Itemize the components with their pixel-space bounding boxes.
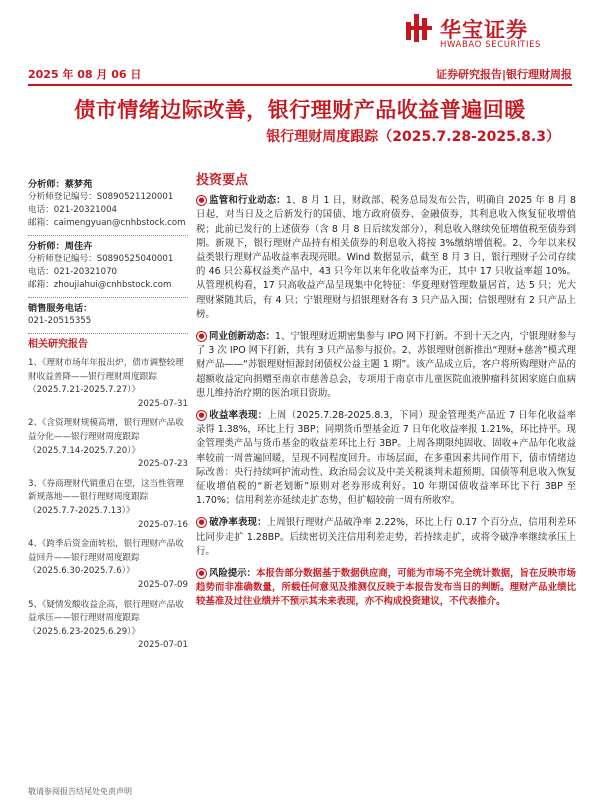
related-reports-title: 相关研究报告 xyxy=(28,339,88,350)
related-report-text: 1、《理财市场年年报出炉，债市调整较理财收益普降——银行理财周度跟踪（2025.7.21-2025.7.27）》 xyxy=(28,358,184,396)
report-subtitle: 银行理财周度跟踪（2025.7.28-2025.8.3） xyxy=(266,129,560,145)
analyst-block xyxy=(28,178,188,230)
bullet-icon: ● xyxy=(196,568,207,579)
analyst-cert: 分析师登记编号：S0890525040001 xyxy=(28,254,174,264)
related-report-item[interactable] xyxy=(28,599,188,653)
analyst-block xyxy=(28,240,188,292)
key-point-paragraph xyxy=(196,194,576,322)
section-heading: 投资要点 xyxy=(196,173,249,188)
paragraph-text: 1、8 月 1 日，财政部、税务总局发布公告，明确自 2025 年 8 月 8 日起，对当日及之后新发行的国债、地方政府债券、金融债券，其利息收入恢复征收增值税；此前已发行的上述债券（含 8 月 8 日后续发部分），利息收入继续免征增值税至债券到期。新规下，银行理财产品持有相关债券的利息收入将按 3%缴纳增值税。2、今年以来权益类银行理财产品收益率表现亮眼。Wind 数据显示，截至 8 月 3 日，银行理财子公司存续的 46 只公募权益类产品中，43 只今年以来年化收益率为正，其中 17 只收益率超 10%。从管理机构看，17 只高收益产品呈现集中化特征：华夏理财管理数量居首，达 5 只；光大理财紧随其后，有 4 只；宁银理财与招银理财各有 3 只产品入围；信银理财有 2 只产品上榜。 xyxy=(196,195,576,320)
analyst-name: 分析师：蔡梦苑 xyxy=(28,179,93,190)
related-report-date: 2025-07-01 xyxy=(138,640,188,651)
logo-mark-icon xyxy=(404,12,434,44)
paragraph-text: 上周（2025.7.28-2025.8.3，下同）现金管理类产品近 7 日年化收益率录得 1.38%，环比上行 3BP；同期货币型基金近 7 日年化收益率报 1.21%，环比持平。现金管理类产品与货币基金的收益差环比上行 3BP。上周各期限纯固收、固收+产品年化收益率较前一周普遍回暖，呈现不同程度回升。市场层面，在多重因素共同作用下，债市情绪边际改善：央行持续呵护流动性、政治局会议及中美关税谈判未超预期、国债等利息收入恢复征收增值税的“新老划断”原则对老券形成利好。10 年期国债收益率环比下行 3BP 至 1.70%；信用利差亦延续走扩态势，但扩幅较前一周有所收窄。 xyxy=(196,410,576,507)
header-divider xyxy=(28,84,572,86)
related-report-text: 5、《疑情发酸收益企高，银行理财产品收益承压——银行理财周度跟踪（2025.6.23-2025.6.29）》 xyxy=(28,599,184,637)
sidebar xyxy=(28,178,188,653)
bullet-icon: ● xyxy=(196,331,207,342)
analyst-phone: 电话：021-20321070 xyxy=(28,267,118,277)
analyst-email[interactable]: 邮箱：caimengyuan@cnhbstock.com xyxy=(28,218,186,228)
bullet-icon: ● xyxy=(196,517,207,528)
divider xyxy=(28,333,188,334)
related-report-item[interactable] xyxy=(28,357,188,411)
key-point-paragraph xyxy=(196,409,576,508)
report-date: 2025 年 08 月 06 日 xyxy=(28,68,142,81)
related-report-text: 2、《含资理财规模高增，银行理财产品收益分化——银行理财周度跟踪（2025.7.14-2025.7.20）》 xyxy=(28,418,184,456)
risk-text: 本报告部分数据基于数据供应商，可能为市场不完全统计数据，旨在反映市场趋势而非准确数量，所载任何意见及推测仅反映于本报告发布当日的判断。理财产品业绩比较基准及过往业绩并不预示其未来表现，亦不构成投资建议，不代表推介。 xyxy=(196,568,576,608)
related-report-date: 2025-07-23 xyxy=(138,459,188,470)
sales-phone: 021-20515355 xyxy=(28,316,92,326)
paragraph-label: 同业创新动态： xyxy=(209,331,275,343)
related-report-text: 3、《券商理财代销重启在望，这当性管理新规落地——银行理财周度跟踪（2025.7.7-2025.7.13）》 xyxy=(28,478,184,516)
paragraph-label: 监管和行业动态： xyxy=(209,195,286,207)
report-category: 证券研究报告|银行理财周报 xyxy=(435,68,572,81)
related-report-date: 2025-07-09 xyxy=(138,579,188,590)
related-report-date: 2025-07-16 xyxy=(138,519,188,530)
report-title: 债市情绪边际改善，银行理财产品收益普遍回暖 xyxy=(74,98,526,122)
bullet-icon: ● xyxy=(196,410,207,421)
related-report-item[interactable] xyxy=(28,478,188,532)
brand-logo xyxy=(404,12,584,52)
disclaimer-footer: 敬请参阅报告结尾处免责声明 xyxy=(28,787,132,796)
related-report-item[interactable] xyxy=(28,538,188,592)
bullet-icon: ● xyxy=(196,195,207,206)
divider xyxy=(28,297,188,298)
paragraph-label: 破净率表现： xyxy=(209,517,267,529)
related-report-text: 4、《跨季后资金面转松，银行理财产品收益回升——银行理财周度跟踪（2025.6.30-2025.7.6）》 xyxy=(28,539,184,577)
paragraph-text: 1、宁银理财近期密集参与 IPO 网下打新。不到十天之内，宁银理财参与了 3 次 IPO 网下打新，共有 3 只产品参与报价。2、苏银理财创新推出“理财+慈善”模式理财产品——“苏银理财恒源封闭债权公益主题 1 期”。该产品成立后，客户将所购理财产品的超额收益定向捐赠至南京市慈善总会，专项用于南京市儿童医院血液肿瘤科贫困家庭白血病患儿维持治疗期的医治项目资助。 xyxy=(196,331,576,399)
paragraph-label: 收益率表现： xyxy=(209,410,268,422)
risk-label: 风险提示： xyxy=(209,568,257,580)
analyst-cert: 分析师登记编号：S0890521120001 xyxy=(28,192,174,202)
key-point-paragraph xyxy=(196,516,576,559)
analyst-name: 分析师：周佳卉 xyxy=(28,241,93,252)
divider xyxy=(28,235,188,236)
brand-name-en: HWABAO SECURITIES xyxy=(440,40,542,50)
analyst-email[interactable]: 邮箱：zhoujiahui@cnhbstock.com xyxy=(28,280,172,290)
paragraph-text: 上周银行理财产品破净率 2.22%，环比上行 0.17 个百分点，信用利差环比同步走扩 1.28BP。后续密切关注信用利差走势，若持续走扩，或将令破净率继续承压上行。 xyxy=(196,517,576,557)
related-report-date: 2025-07-31 xyxy=(138,398,188,409)
main-content xyxy=(196,174,576,618)
analyst-phone: 电话：021-20321004 xyxy=(28,205,118,215)
brand-name-cn: 华宝证券 xyxy=(440,18,528,42)
sales-label: 销售服务电话： xyxy=(28,303,93,314)
risk-warning xyxy=(196,567,576,610)
related-report-item[interactable] xyxy=(28,417,188,471)
key-point-paragraph xyxy=(196,330,576,401)
